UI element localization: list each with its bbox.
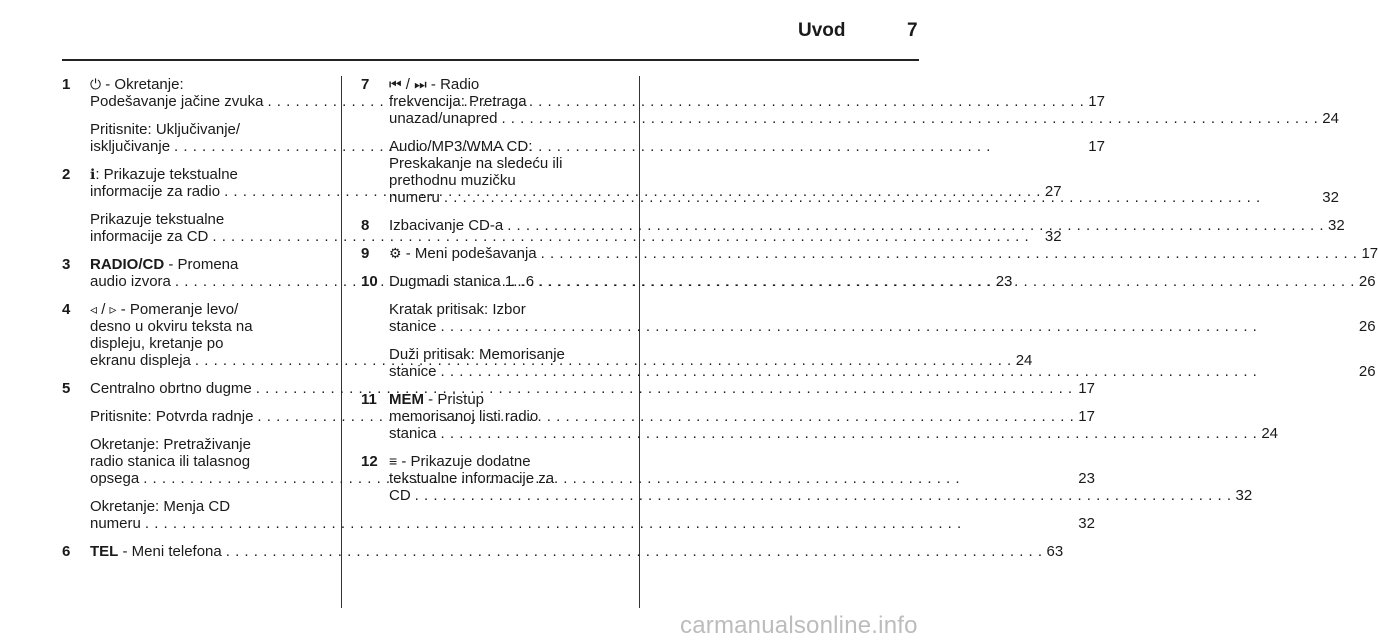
- skip-forward-icon: ⏭: [414, 76, 427, 92]
- page-ref[interactable]: 17: [1088, 93, 1105, 110]
- page-ref[interactable]: 24: [1015, 352, 1033, 369]
- entry-number: 8: [361, 217, 370, 234]
- entry-text: Podešavanje jačine zvuka: [90, 93, 264, 110]
- page-header: [0, 0, 960, 62]
- entry-8: [361, 217, 1345, 234]
- entry-9: [361, 245, 1378, 262]
- page-ref[interactable]: 32: [1078, 515, 1095, 532]
- page-ref[interactable]: 26: [1358, 273, 1376, 290]
- page-ref[interactable]: 17: [1078, 380, 1095, 397]
- entry-text: Kratak pritisak: Izbor: [389, 301, 526, 318]
- entry-text: - Radio: [426, 76, 480, 93]
- page-ref[interactable]: 63: [1046, 543, 1064, 560]
- radio-cd-key: RADIO/CD: [90, 256, 165, 273]
- entry-text: Pritisnite: Potvrda radnje: [90, 408, 254, 425]
- settings-icon: ⚙: [389, 245, 402, 261]
- page-ref[interactable]: 23: [1078, 470, 1095, 487]
- page-ref[interactable]: 17: [1078, 408, 1095, 425]
- entry-text: displeju, kretanje po: [90, 335, 224, 352]
- entry-text: informacije za CD: [90, 228, 209, 245]
- entry-text: Prikazuje tekstualne: [90, 211, 225, 228]
- entry-text: - Prikazuje dodatne: [397, 453, 531, 470]
- page-ref[interactable]: 32: [1044, 228, 1062, 245]
- entry-text: - Pomeranje levo/: [116, 301, 239, 318]
- entry-number: 9: [361, 245, 370, 262]
- entry-number: 12: [361, 453, 378, 470]
- entry-number: 10: [361, 273, 378, 290]
- entry-text: opsega: [90, 470, 140, 487]
- entry-text: Dugmadi stanica 1...6: [389, 273, 535, 290]
- entry-text: stanice: [389, 318, 437, 335]
- icon-separator: /: [97, 301, 110, 318]
- page-ref[interactable]: 32: [1328, 217, 1345, 234]
- entry-text: prethodnu muzičku: [389, 172, 516, 189]
- entry-text: isključivanje: [90, 138, 171, 155]
- entry-text: - Meni podešavanja: [401, 245, 537, 262]
- page-number: 7: [907, 20, 918, 41]
- entry-text: : Prikazuje tekstualne: [95, 166, 238, 183]
- page-ref[interactable]: 17: [1361, 245, 1378, 262]
- icon-separator: /: [401, 76, 415, 93]
- entry-text: memorisanoj listi radio: [389, 408, 539, 425]
- page-ref[interactable]: 23: [995, 273, 1013, 290]
- page-ref[interactable]: 32: [1235, 487, 1253, 504]
- watermark: carmanualsonline.info: [680, 612, 918, 639]
- page-ref[interactable]: 27: [1044, 183, 1062, 200]
- entry-number: 1: [62, 76, 71, 93]
- entry-text: informacije za radio: [90, 183, 221, 200]
- entry-text: CD: [389, 487, 411, 504]
- page-ref[interactable]: 24: [1261, 425, 1279, 442]
- entry-text: frekvencija: Pretraga: [389, 93, 527, 110]
- entry-number: 2: [62, 166, 71, 183]
- header-rule: [62, 59, 919, 61]
- entry-text: Preskakanje na sledeću ili: [389, 155, 563, 172]
- power-icon: ⏻: [90, 76, 102, 92]
- entry-text: stanice: [389, 363, 437, 380]
- tel-key: TEL: [90, 543, 119, 560]
- page-title: Uvod: [798, 20, 846, 41]
- entry-text: Okretanje: Pretraživanje: [90, 436, 251, 453]
- entry-text: - Meni telefona: [118, 543, 222, 560]
- entry-text: Centralno obrtno dugme: [90, 380, 252, 397]
- skip-back-icon: ⏮: [389, 76, 402, 92]
- mem-key: MEM: [389, 391, 424, 408]
- entry-text: - Promena: [164, 256, 239, 273]
- entry-number: 7: [361, 76, 370, 93]
- page-ref[interactable]: 24: [1322, 110, 1339, 127]
- entry-text: - Pristup: [424, 391, 485, 408]
- entry-text: Duži pritisak: Memorisanje: [389, 346, 565, 363]
- entry-text: numeru: [389, 189, 440, 206]
- entry-text: Okretanje: Menja CD: [90, 498, 231, 515]
- triangle-left-icon: ◃: [90, 301, 98, 317]
- menu-icon: ≡: [389, 453, 398, 469]
- entry-text: ekranu displeja: [90, 352, 191, 369]
- entry-text: - Okretanje:: [105, 76, 184, 93]
- entry-number: 11: [361, 391, 377, 408]
- page-ref[interactable]: 26: [1358, 363, 1376, 380]
- page-ref[interactable]: 17: [1088, 138, 1105, 155]
- entry-text: Pritisnite: Uključivanje/: [90, 121, 241, 138]
- entry-number: 3: [62, 256, 71, 273]
- info-icon: ℹ: [90, 166, 96, 182]
- entry-text: Audio/MP3/WMA CD:: [389, 138, 533, 155]
- entry-text: radio stanica ili talasnog: [90, 453, 251, 470]
- entry-text: Izbacivanje CD-a: [389, 217, 504, 234]
- entry-text: tekstualne informacije za: [389, 470, 555, 487]
- entry-text: desno u okviru teksta na: [90, 318, 253, 335]
- page-ref[interactable]: 26: [1358, 318, 1376, 335]
- entry-text: stanica: [389, 425, 437, 442]
- entry-text: unazad/unapred: [389, 110, 498, 127]
- entry-number: 4: [62, 301, 71, 318]
- entry-text: numeru: [90, 515, 141, 532]
- entry-number: 5: [62, 380, 71, 397]
- entry-text: audio izvora: [90, 273, 171, 290]
- page-ref[interactable]: 32: [1322, 189, 1339, 206]
- entry-number: 6: [62, 543, 71, 560]
- triangle-right-icon: ▹: [109, 301, 117, 317]
- entry-6: [62, 543, 1064, 560]
